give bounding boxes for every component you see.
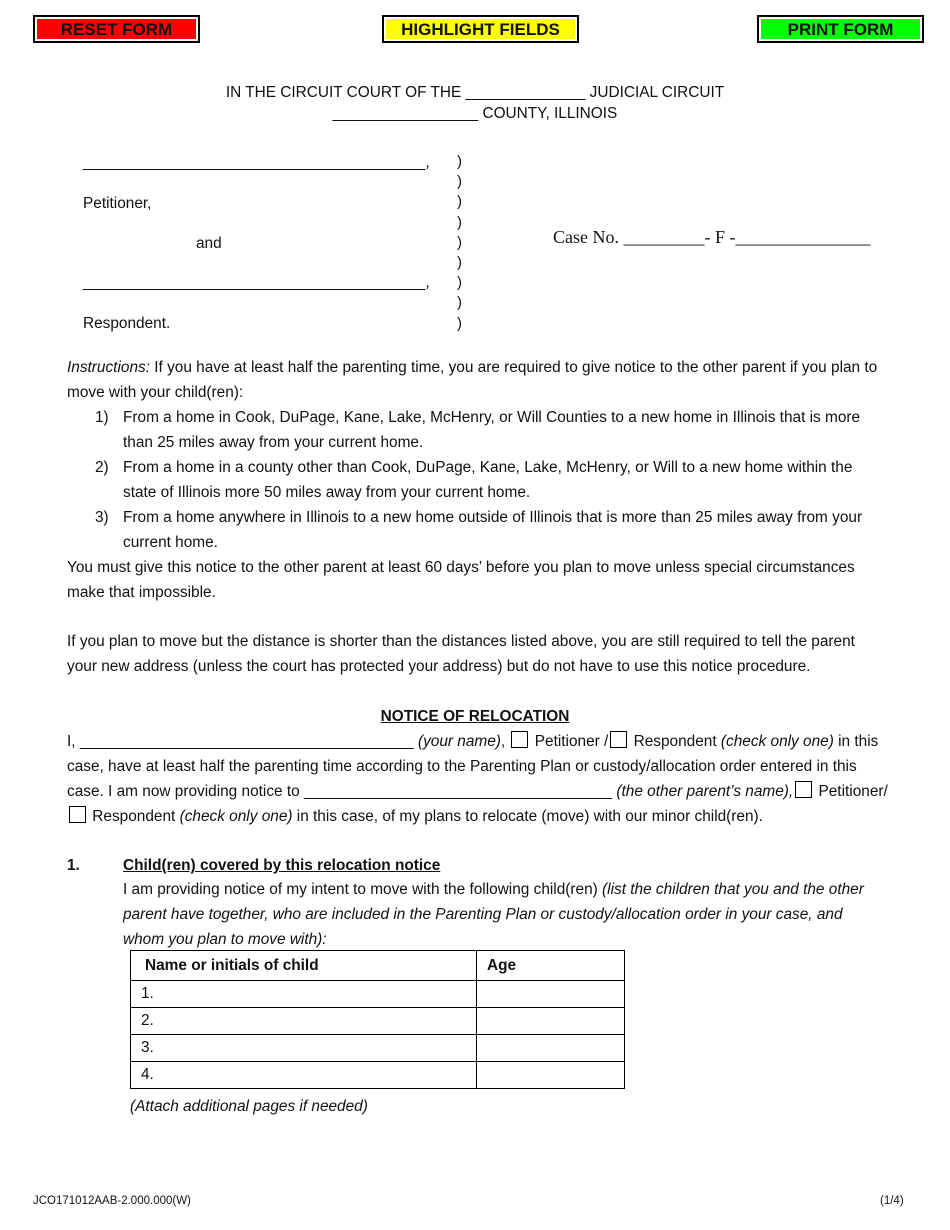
caption-paren: ): [457, 214, 462, 231]
your-name-hint: (your name): [417, 733, 501, 750]
notice-text-end: in this case, of my plans to relocate (move) with our minor child(ren).: [292, 808, 763, 825]
check-only-one-hint: (check only one): [179, 808, 293, 825]
your-name-field[interactable]: I, _______________________________________: [67, 733, 418, 750]
other-petitioner-label: Petitioner/: [818, 783, 888, 800]
age-column-header: Age: [477, 951, 625, 981]
instructions-lead: Instructions:: [67, 359, 150, 376]
other-petitioner-checkbox[interactable]: [795, 781, 812, 798]
table-row: [131, 1035, 625, 1062]
petitioner-checkbox[interactable]: [511, 731, 528, 748]
other-respondent-label: Respondent: [92, 808, 176, 825]
petitioner-option-label: Petitioner /: [534, 733, 609, 750]
caption-paren: ): [457, 315, 462, 332]
notice-text: in this case, have at least half the parenting time according to the Parenting Plan or custody/allocation order entered in this case. I am now providing notice to ____________________________________: [67, 733, 879, 800]
item-text: From a home in a county other than Cook, DuPage, Kane, Lake, McHenry, or Will to a new home within the state of Illinois more 50 miles away from your current home.: [123, 459, 853, 501]
instructions-item: [95, 455, 890, 505]
item-number: 2): [95, 459, 109, 476]
section-body: [123, 877, 883, 952]
shorter-distance-paragraph: If you plan to move but the distance is shorter than the distances listed above, you are still required to tell the parent your new address (unless the court has protected your address) but do not have to use this notice procedure.: [67, 633, 855, 675]
attach-note: (Attach additional pages if needed): [130, 1098, 368, 1115]
respondent-name-field[interactable]: ________________________________________,: [83, 274, 430, 291]
item-number: 1): [95, 409, 109, 426]
section-body-text: I am providing notice of my intent to move with the following child(ren): [123, 881, 603, 898]
caption-paren: ): [457, 173, 462, 190]
children-table: [130, 950, 625, 1089]
item-number: 3): [95, 509, 109, 526]
deadline-paragraph: You must give this notice to the other parent at least 60 days’ before you plan to move unless special circumstances make that impossible.: [67, 559, 855, 601]
item-text: From a home anywhere in Illinois to a new home outside of Illinois that is more than 25 miles away from your current home.: [123, 509, 863, 551]
name-column-header: Name or initials of child: [131, 951, 477, 981]
caption-paren: ): [457, 294, 462, 311]
respondent-checkbox[interactable]: [610, 731, 627, 748]
child-age-cell[interactable]: [477, 1008, 625, 1035]
child-name-cell[interactable]: 1.: [131, 981, 477, 1008]
child-name-cell[interactable]: 3.: [131, 1035, 477, 1062]
check-only-one-hint: (check only one): [720, 733, 834, 750]
page-number: (1/4): [880, 1195, 904, 1207]
section-body-hint: (list the children that you and the other parent have together, who are included in the Parenting Plan or custody/allocation order in your case, and whom you plan to move with):: [123, 881, 864, 948]
other-respondent-checkbox[interactable]: [69, 806, 86, 823]
caption-paren: ): [457, 254, 462, 271]
table-row: [131, 1008, 625, 1035]
reset-form-button[interactable]: RESET FORM: [33, 15, 200, 43]
child-age-cell[interactable]: [477, 1035, 625, 1062]
table-header-row: [131, 951, 625, 981]
highlight-fields-button[interactable]: HIGHLIGHT FIELDS: [382, 15, 579, 43]
instructions-item: [95, 405, 890, 455]
child-age-cell[interactable]: [477, 1062, 625, 1089]
respondent-label: Respondent.: [83, 315, 171, 332]
instructions-item: [95, 505, 890, 555]
form-code: JCO171012AAB-2.000.000(W): [33, 1195, 191, 1207]
court-header-line2: _________________ COUNTY, ILLINOIS: [332, 105, 618, 122]
respondent-option-label: Respondent: [633, 733, 717, 750]
caption-paren: ): [457, 193, 462, 210]
and-label: and: [196, 235, 222, 252]
other-parent-hint: (the other parent’s name),: [616, 783, 794, 800]
caption-paren: ): [457, 153, 462, 170]
instructions-intro: [67, 355, 887, 405]
caption-paren: ): [457, 234, 462, 251]
table-row: [131, 1062, 625, 1089]
notice-paragraph: [67, 729, 889, 829]
child-age-cell[interactable]: [477, 981, 625, 1008]
print-form-button[interactable]: PRINT FORM: [757, 15, 924, 43]
comma: ,: [500, 733, 510, 750]
court-header-line1: IN THE CIRCUIT COURT OF THE ______________ JUDICIAL CIRCUIT: [225, 84, 725, 101]
caption-paren: ): [457, 274, 462, 291]
item-text: From a home in Cook, DuPage, Kane, Lake, McHenry, or Will Counties to a new home in Illinois that is more than 25 miles away from your current home.: [123, 409, 861, 451]
petitioner-name-field[interactable]: ________________________________________,: [83, 154, 430, 171]
notice-title: NOTICE OF RELOCATION: [380, 708, 570, 725]
section-number: 1.: [67, 857, 80, 874]
section-title: Child(ren) covered by this relocation notice: [123, 857, 441, 874]
child-name-cell[interactable]: 4.: [131, 1062, 477, 1089]
table-row: [131, 981, 625, 1008]
child-name-cell[interactable]: 2.: [131, 1008, 477, 1035]
petitioner-label: Petitioner,: [83, 195, 152, 212]
case-number-field[interactable]: Case No. _________- F -_______________: [553, 227, 871, 247]
instructions-intro-text: If you have at least half the parenting time, you are required to give notice to the other parent if you plan to move with your child(ren):: [67, 359, 878, 401]
